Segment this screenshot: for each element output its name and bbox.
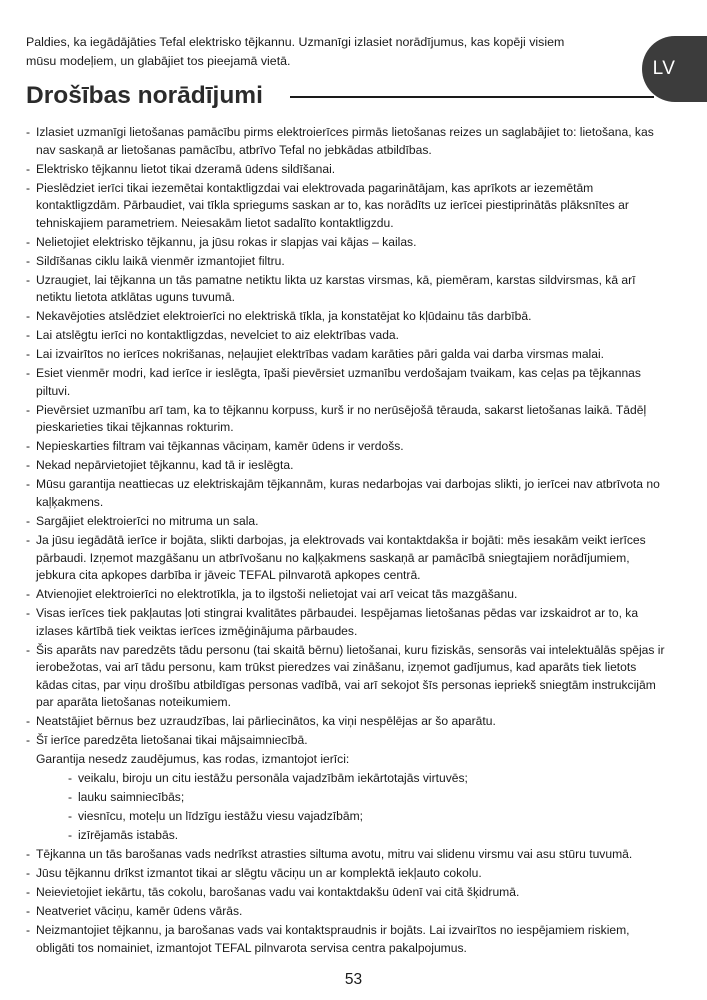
- list-item: - Pievērsiet uzmanību arī tam, ka to tējkannu korpuss, kurš ir no nerūsējošā tērauda, sakarst lietošanas laikā. Tādēļ pieskarieties tikai tējkannas rokturim.: [26, 402, 647, 435]
- list-item: - Ja jūsu iegādātā ierīce ir bojāta, slikti darbojas, ja elektrovads vai kontaktdakša ir bojāti: mēs iesakām veikt ierīces pārbaudi. Izņemot mazgāšanu un atbrīvošanu no kaļķakmens saskaņā ar pamācībā sniegtajiem norādījumiem, jebkura cita apkopes darbība ir jāveic TEFAL pilnvarotā apkopes centrā.: [26, 532, 646, 583]
- sub-list: [26, 770, 666, 845]
- list-item: - Jūsu tējkannu drīkst izmantot tikai ar slēgtu vāciņu un ar komplektā iekļauto cokolu.: [26, 866, 482, 881]
- list-item: - Atvienojiet elektroierīci no elektrotīkla, ja to ilgstoši nelietojat vai arī veicat tās mazgāšanu.: [26, 587, 518, 602]
- title-rule: [290, 96, 654, 98]
- list-item: - Nepieskarties filtram vai tējkannas vāciņam, kamēr ūdens ir verdošs.: [26, 439, 404, 454]
- list-item: - Tējkanna un tās barošanas vads nedrīkst atrasties siltuma avotu, mitru vai slidenu virsmu vai asu stūru tuvumā.: [26, 847, 633, 862]
- intro-text: Paldies, ka iegādājāties Tefal elektrisko tējkannu. Uzmanīgi izlasiet norādījumus, kas kopēji visiem mūsu modeļiem, un glabājiet tos pieejamā vietā.: [26, 35, 565, 69]
- sub-list-wrapper: [26, 770, 666, 845]
- list-item: - Nekavējoties atslēdziet elektroierīci no elektriskā tīkla, ja konstatējat ko kļūdainu tās darbībā.: [26, 309, 532, 324]
- list-item: - Elektrisko tējkannu lietot tikai dzeramā ūdens sildīšanai.: [26, 161, 336, 176]
- list-item: - Visas ierīces tiek pakļautas ļoti stingrai kvalitātes pārbaudei. Iespējamas lietošanas pēdas var izskaidrot ar to, ka izlases kārtībā tiek veiktas ierīces izmēģinājuma pārbaudes.: [26, 606, 639, 638]
- list-item: - Esiet vienmēr modri, kad ierīce ir ieslēgta, īpaši pievērsiet uzmanību verdošajam tvaikam, kas ceļas pa tējkannas piltuvi.: [26, 366, 641, 398]
- sub-list-item: - lauku saimniecībās;: [68, 790, 185, 805]
- list-item: - Uzraugiet, lai tējkanna un tās pamatne netiktu likta uz karstas virsmas, kā, piemēram, karstas sildvirsmas, kā arī netiktu lietota atklātas uguns tuvumā.: [26, 272, 636, 305]
- safety-list: [26, 124, 666, 959]
- list-item: - Šī ierīce paredzēta lietošanai tikai mājsaimniecībā.: [26, 733, 308, 748]
- list-item: - Sargājiet elektroierīci no mitruma un sala.: [26, 513, 259, 528]
- page-number: 53: [344, 971, 363, 988]
- language-tab: [642, 36, 707, 102]
- list-item: - Mūsu garantija neattiecas uz elektriskajām tējkannām, kuras nedarbojas vai darbojas slikti, jo ierīcei nav atbrīvota no kaļķakmens.: [26, 477, 660, 509]
- list-item: - Neatveriet vāciņu, kamēr ūdens vārās.: [26, 904, 243, 919]
- list-item: - Neievietojiet iekārtu, tās cokolu, barošanas vadu vai kontaktdakšu ūdenī vai citā šķidrumā.: [26, 885, 520, 900]
- list-item: - Nekad nepārvietojiet tējkannu, kad tā ir ieslēgta.: [26, 458, 294, 473]
- list-item: - Sildīšanas ciklu laikā vienmēr izmantojiet filtru.: [26, 253, 285, 268]
- list-item: - Šis aparāts nav paredzēts tādu personu (tai skaitā bērnu) lietošanai, kuru fiziskās, sensorās vai intelektuālās spējas ir ierobežotas, vai arī tādu personu, kam trūkst pieredzes vai zināšanu, izņemot gadījumus, kad aparāts tiek lietots kādas citas, par viņu drošību atbildīgas personas vadībā, vai arī sekojot šīs personas iepriekš sniegtām instrukcijām par aparāta lietošanas noteikumiem.: [26, 642, 665, 710]
- list-item: - Izlasiet uzmanīgi lietošanas pamācību pirms elektroierīces pirmās lietošanas reizes un saglabājiet to: lietošana, kas nav saskaņā ar lietošanas pamācību, atbrīvo Tefal no jebkādas atbildības.: [26, 125, 654, 157]
- sub-list-item: - viesnīcu, moteļu un līdzīgu iestāžu viesu vajadzībām;: [68, 809, 364, 824]
- sub-list-item: - veikalu, biroju un citu iestāžu personāla vajadzībām iekārtotajās virtuvēs;: [68, 771, 468, 786]
- list-item: - Nelietojiet elektrisko tējkannu, ja jūsu rokas ir slapjas vai kājas – kailas.: [26, 234, 417, 249]
- list-item: - Pieslēdziet ierīci tikai iezemētai kontaktligzdai vai elektrovada pagarinātājam, kas aprīkots ar iezemētām kontaktligzdām. Pārbaudiet, vai tīkla spriegums saskan ar to, kas norādīts uz ierīcei piestiprinātās plāksnītes ar tehniskajiem parametriem. Neiesakām lietot sadalīto kontaktligzdu.: [26, 180, 629, 230]
- list-item: - Lai atslēgtu ierīci no kontaktligzdas, nevelciet to aiz elektrības vada.: [26, 328, 400, 343]
- sub-list-item: - izīrējamās istabās.: [68, 828, 179, 843]
- list-item: - Neizmantojiet tējkannu, ja barošanas vads vai kontaktspraudnis ir bojāts. Lai izvairītos no iespējamiem riskiem, obligāti tos nomainiet, izmantojot TEFAL pilnvarota servisa centra pakalpojumus.: [26, 923, 630, 955]
- language-code: LV: [652, 58, 676, 79]
- list-item: - Neatstājiet bērnus bez uzraudzības, lai pārliecinātos, ka viņi nespēlējas ar šo aparātu.: [26, 714, 496, 729]
- section-title: Drošības norādījumi: [26, 82, 263, 109]
- list-item: - Lai izvairītos no ierīces nokrišanas, neļaujiet elektrības vadam karāties pāri galda vai darba virsmas malai.: [26, 347, 604, 362]
- guarantee-note: Garantija nesedz zaudējumus, kas rodas, izmantojot ierīci:: [36, 752, 350, 767]
